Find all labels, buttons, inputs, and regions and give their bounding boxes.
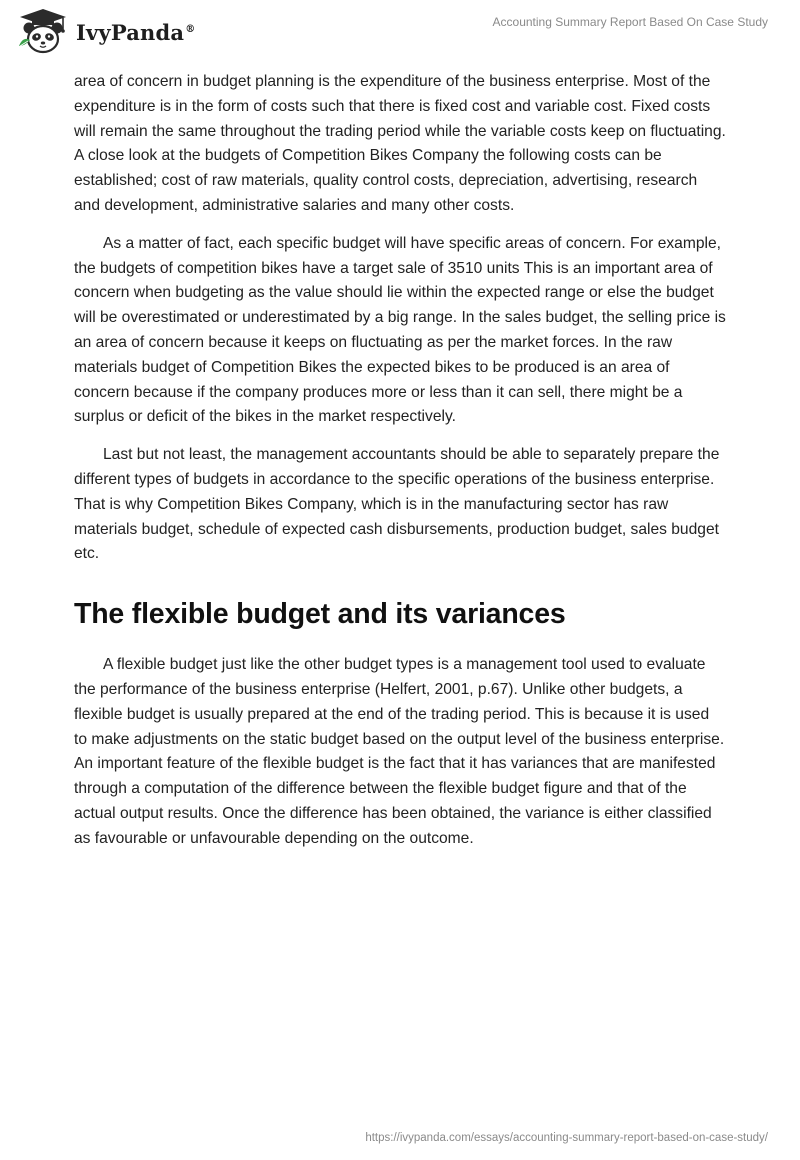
paragraph-1: area of concern in budget planning is the expenditure of the business enterprise. Most of the expenditure is in the form of costs such that there is fixed cost and variable cost. Fixed costs will remain the same throughout the trading period while the variable costs keep on fluctuating. A close look at the budgets of Competition Bikes Company the following costs can be established; cost of raw materials, quality control costs, depreciation, advertising, research and development, administrative salaries and many other costs. bbox=[74, 73, 726, 214]
brand-name-text: IvyPanda bbox=[76, 19, 185, 45]
paragraph-4: A flexible budget just like the other budget types is a management tool used to evaluate the performance of the business enterprise (Helfert, 2001, p.67). Unlike other budgets, a flexible budget is usually prepared at the end of the trading period. This is because it is used to make adjustments on the static budget based on the output level of the business enterprise. An important feature of the flexible budget is the fact that it has variances that are manifested through a computation of the difference between the flexible budget figure and that of the actual output results. Once the difference has been obtained, the variance is either classified as favourable or unfavourable depending on the outcome. bbox=[74, 656, 725, 847]
paragraph-3: Last but not least, the management accountants should be able to separately prepare the different types of budgets in accordance to the specific operations of the business enterprise. That is why Competition Bikes Company, which is in the manufacturing sector has raw materials budget, schedule of expected cash disbursements, production budget, sales budget etc. bbox=[74, 446, 720, 563]
panda-graduate-icon bbox=[14, 6, 72, 56]
paragraph-2: As a matter of fact, each specific budget will have specific areas of concern. For example, the budgets of competition bikes have a target sale of 3510 units This is an important area of concern when budgeting as the value should lie within the expected range or else the budget will be overestimated or underestimated by a big range. In the sales budget, the selling price is an area of concern because it keeps on fluctuating as per the market forces. In the raw materials budget of Competition Bikes the expected bikes to be produced is an area of concern because if the company produces more or less than it can sell, there might be a surplus or deficit of the bikes in the market respectively. bbox=[74, 234, 726, 426]
essay-body bbox=[74, 70, 726, 865]
brand-name bbox=[76, 20, 195, 45]
source-url[interactable]: https://ivypanda.com/essays/accounting-summary-report-based-on-case-study/ bbox=[365, 1132, 768, 1144]
registered-mark: ® bbox=[185, 23, 196, 35]
section-heading: The flexible budget and its variances bbox=[74, 598, 566, 631]
document-title: Accounting Summary Report Based On Case Study bbox=[492, 15, 768, 29]
page-header bbox=[0, 0, 800, 64]
ivypanda-logo[interactable] bbox=[14, 6, 195, 56]
